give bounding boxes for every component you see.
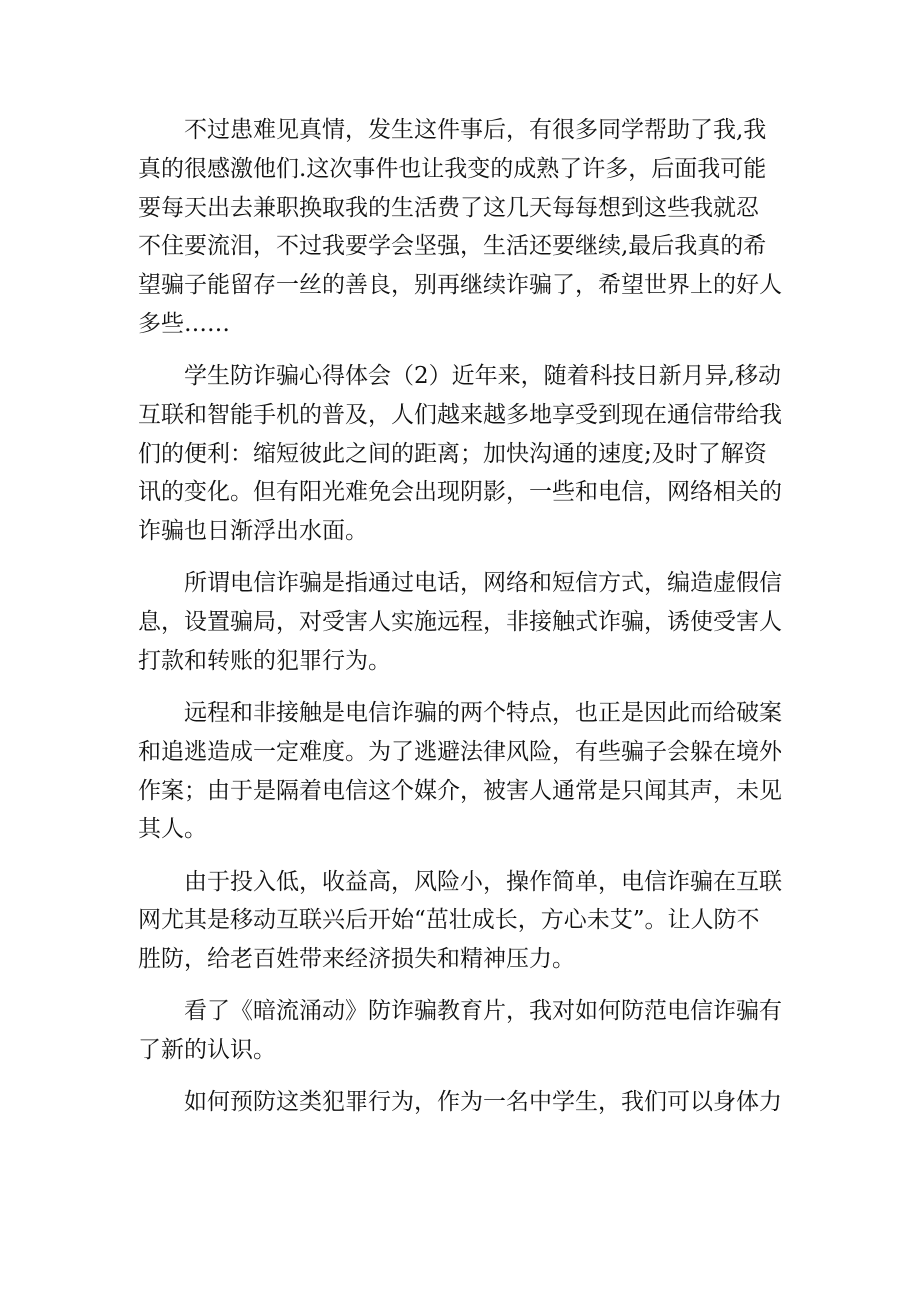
text-line: 要每天出去兼职换取我的生活费了这几天每每想到这些我就忍 [138, 194, 759, 221]
text-line: 讯的变化。但有阳光难免会出现阴影，一些和电信，网络相关的 [138, 479, 782, 506]
text-line: 不过患难见真情，发生这件事后，有很多同学帮助了我,我 [184, 117, 767, 143]
text-line: 胜防，给老百姓带来经济损失和精神压力。 [138, 946, 575, 973]
text-line: 们的便利：缩短彼此之间的距离；加快沟通的速度;及时了解资 [138, 440, 767, 467]
paragraph [138, 564, 790, 680]
text-line: 学生防诈骗心得体会（2）近年来，随着科技日新月异,移动 [184, 363, 781, 390]
text-line: 和追逃造成一定难度。为了逃避法律风险，有些骗子会躲在境外 [138, 738, 782, 765]
text-line: 由于投入低，收益高，风险小，操作简单，电信诈骗在互联 [184, 868, 782, 895]
text-line: 望骗子能留存一丝的善良，别再继续诈骗了，希望世界上的好人 [138, 272, 782, 299]
paragraph [138, 992, 790, 1070]
text-line: 诈骗也日渐浮出水面。 [138, 518, 368, 545]
paragraph [138, 694, 790, 849]
paragraph [138, 357, 790, 551]
paragraph [138, 111, 790, 344]
text-line: 网尤其是移动互联兴后开始“茁壮成长，方心未艾”。让人防不 [138, 907, 760, 934]
text-line: 真的很感激他们.这次事件也让我变的成熟了许多，后面我可能 [138, 155, 767, 182]
text-line: 多些…… [138, 310, 230, 337]
text-line: 不住要流泪，不过我要学会坚强，生活还要继续,最后我真的希 [138, 233, 767, 260]
text-line: 看了《暗流涌动》防诈骗教育片，我对如何防范电信诈骗有 [184, 998, 782, 1025]
text-line: 息，设置骗局，对受害人实施远程，非接触式诈骗，诱使受害人 [138, 609, 782, 636]
text-line: 了新的认识。 [138, 1037, 276, 1064]
text-line: 其人。 [138, 816, 207, 843]
body-text [138, 111, 790, 1135]
paragraph [138, 1083, 790, 1122]
text-line: 互联和智能手机的普及，人们越来越多地享受到现在通信带给我 [138, 401, 782, 428]
text-line: 如何预防这类犯罪行为，作为一名中学生，我们可以身体力 [184, 1089, 782, 1116]
text-line: 打款和转账的犯罪行为。 [138, 647, 391, 674]
text-line: 作案；由于是隔着电信这个媒介，被害人通常是只闻其声，未见 [138, 777, 782, 804]
text-line: 所谓电信诈骗是指通过电话，网络和短信方式，编造虚假信 [184, 570, 782, 597]
paragraph [138, 863, 790, 979]
text-line: 远程和非接触是电信诈骗的两个特点，也正是因此而给破案 [184, 700, 782, 727]
